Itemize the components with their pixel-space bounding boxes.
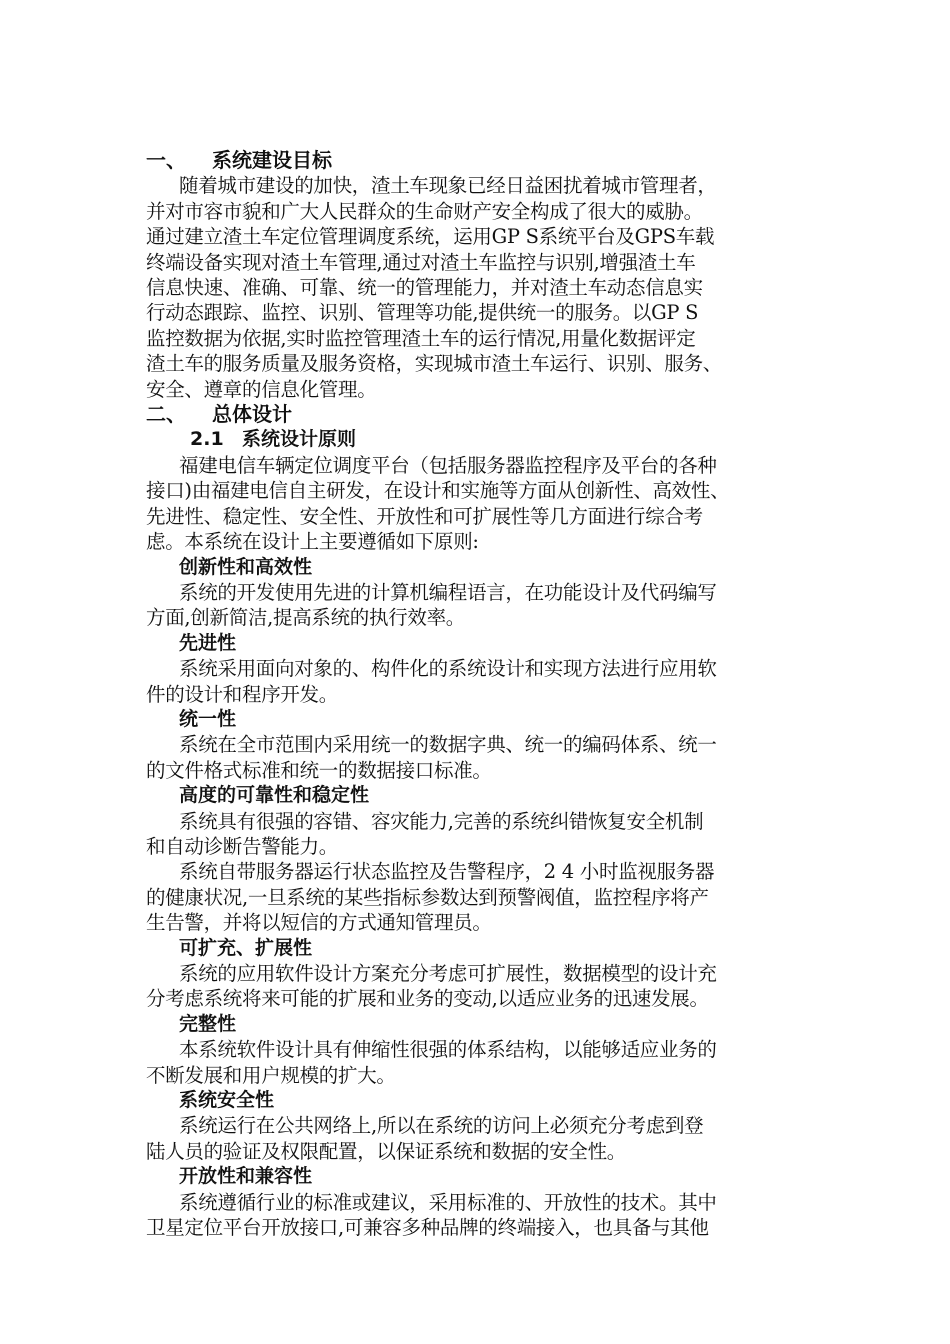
principle-heading [146, 555, 826, 580]
principle-heading [146, 783, 826, 808]
heading-number: 二、 [146, 402, 186, 427]
paragraph-line: 先进性、稳定性、安全性、开放性和可扩展性等几方面进行综合考 [146, 504, 703, 528]
paragraph [146, 809, 826, 860]
paragraph-line: 的健康状况,一旦系统的某些指标参数达到预警阀值，监控程序将产 [146, 885, 709, 909]
paragraph-line: 不断发展和用户规模的扩大。 [146, 1063, 396, 1087]
paragraph [146, 1037, 826, 1088]
subsection-heading [146, 427, 826, 452]
paragraph-line: 信息快速、准确、可靠、统一的管理能力，并对渣土车动态信息实 [146, 276, 703, 300]
principle-heading [146, 1088, 826, 1113]
section-heading [146, 402, 826, 427]
paragraph-line: 系统运行在公共网络上,所以在系统的访问上必须充分考虑到登 [179, 1114, 704, 1138]
section-heading [146, 148, 826, 173]
heading-text: 完整性 [179, 1012, 237, 1035]
paragraph-line: 安全、遵章的信息化管理。 [146, 377, 377, 401]
heading-text: 创新性和高效性 [179, 555, 313, 578]
paragraph [146, 961, 826, 1012]
paragraph-line: 接口)由福建电信自主研发，在设计和实施等方面从创新性、高效性、 [146, 479, 730, 503]
paragraph [146, 859, 826, 935]
paragraph-line: 通过建立渣土车定位管理调度系统，运用GP S系统平台及GPS车载 [146, 225, 715, 249]
paragraph-line: 系统遵循行业的标准或建议，采用标准的、开放性的技术。其中 [179, 1190, 717, 1214]
paragraph-line: 本系统软件设计具有伸缩性很强的体系结构，以能够适应业务的 [179, 1038, 717, 1062]
heading-text: 系统安全性 [179, 1089, 275, 1112]
heading-text: 高度的可靠性和稳定性 [179, 784, 370, 807]
principle-heading [146, 1012, 826, 1037]
paragraph-line: 终端设备实现对渣土车管理,通过对渣土车监控与识别,增强渣土车 [146, 250, 696, 274]
heading-text: 系统建设目标 [212, 148, 332, 172]
paragraph-line: 陆人员的验证及权限配置，以保证系统和数据的安全性。 [146, 1139, 627, 1163]
heading-text: 开放性和兼容性 [179, 1165, 313, 1188]
heading-text: 系统设计原则 [242, 428, 357, 451]
paragraph-line: 卫星定位平台开放接口,可兼容多种品牌的终端接入，也具备与其他 [146, 1216, 709, 1240]
paragraph-line: 行动态跟踪、监控、识别、管理等功能,提供统一的服务。以GP S [146, 301, 699, 325]
paragraph [146, 580, 826, 631]
paragraph-line: 监控数据为依据,实时监控管理渣土车的运行情况,用量化数据评定 [146, 326, 696, 350]
paragraph-line: 虑。本系统在设计上主要遵循如下原则: [146, 530, 479, 554]
paragraph [146, 173, 826, 402]
principle-heading [146, 1164, 826, 1189]
paragraph-line: 的文件格式标准和统一的数据接口标准。 [146, 758, 492, 782]
paragraph [146, 453, 826, 555]
paragraph-line: 生告警，并将以短信的方式通知管理员。 [146, 911, 492, 935]
paragraph-line: 系统的应用软件设计方案充分考虑可扩展性，数据模型的设计充 [179, 962, 717, 985]
paragraph-line: 件的设计和程序开发。 [146, 682, 339, 706]
heading-number: 2.1 [190, 428, 224, 451]
paragraph-line: 系统的开发使用先进的计算机编程语言，在功能设计及代码编写 [179, 580, 717, 604]
paragraph-line: 和自动诊断告警能力。 [146, 834, 339, 858]
heading-text: 可扩充、扩展性 [179, 936, 313, 959]
document-body [146, 148, 826, 1240]
paragraph-line: 系统在全市范围内采用统一的数据字典、统一的编码体系、统一 [179, 733, 717, 757]
paragraph-line: 并对市容市貌和广大人民群众的生命财产安全构成了很大的威胁。 [146, 199, 703, 223]
paragraph [146, 1113, 826, 1164]
heading-text: 总体设计 [212, 402, 292, 427]
principle-heading [146, 936, 826, 961]
paragraph [146, 1190, 826, 1241]
paragraph [146, 732, 826, 783]
paragraph-line: 系统具有很强的容错、容灾能力,完善的系统纠错恢复安全机制 [179, 809, 704, 833]
paragraph-line: 方面,创新简洁,提高系统的执行效率。 [146, 606, 465, 630]
paragraph-line: 系统自带服务器运行状态监控及告警程序，2 4 小时监视服务器 [179, 860, 715, 884]
principle-heading [146, 631, 826, 656]
paragraph [146, 656, 826, 707]
principle-heading [146, 707, 826, 732]
heading-text: 统一性 [179, 707, 237, 730]
paragraph-line: 渣土车的服务质量及服务资格，实现城市渣土车运行、识别、服务、 [146, 352, 723, 376]
paragraph-line: 分考虑系统将来可能的扩展和业务的变动,以适应业务的迅速发展。 [146, 987, 709, 1011]
paragraph-line: 系统采用面向对象的、构件化的系统设计和实现方法进行应用软 [179, 657, 717, 681]
paragraph-line: 随着城市建设的加快，渣土车现象已经日益困扰着城市管理者， [179, 174, 717, 198]
heading-number: 一、 [146, 148, 186, 172]
heading-text: 先进性 [179, 631, 237, 654]
paragraph-line: 福建电信车辆定位调度平台（包括服务器监控程序及平台的各种 [179, 453, 717, 477]
